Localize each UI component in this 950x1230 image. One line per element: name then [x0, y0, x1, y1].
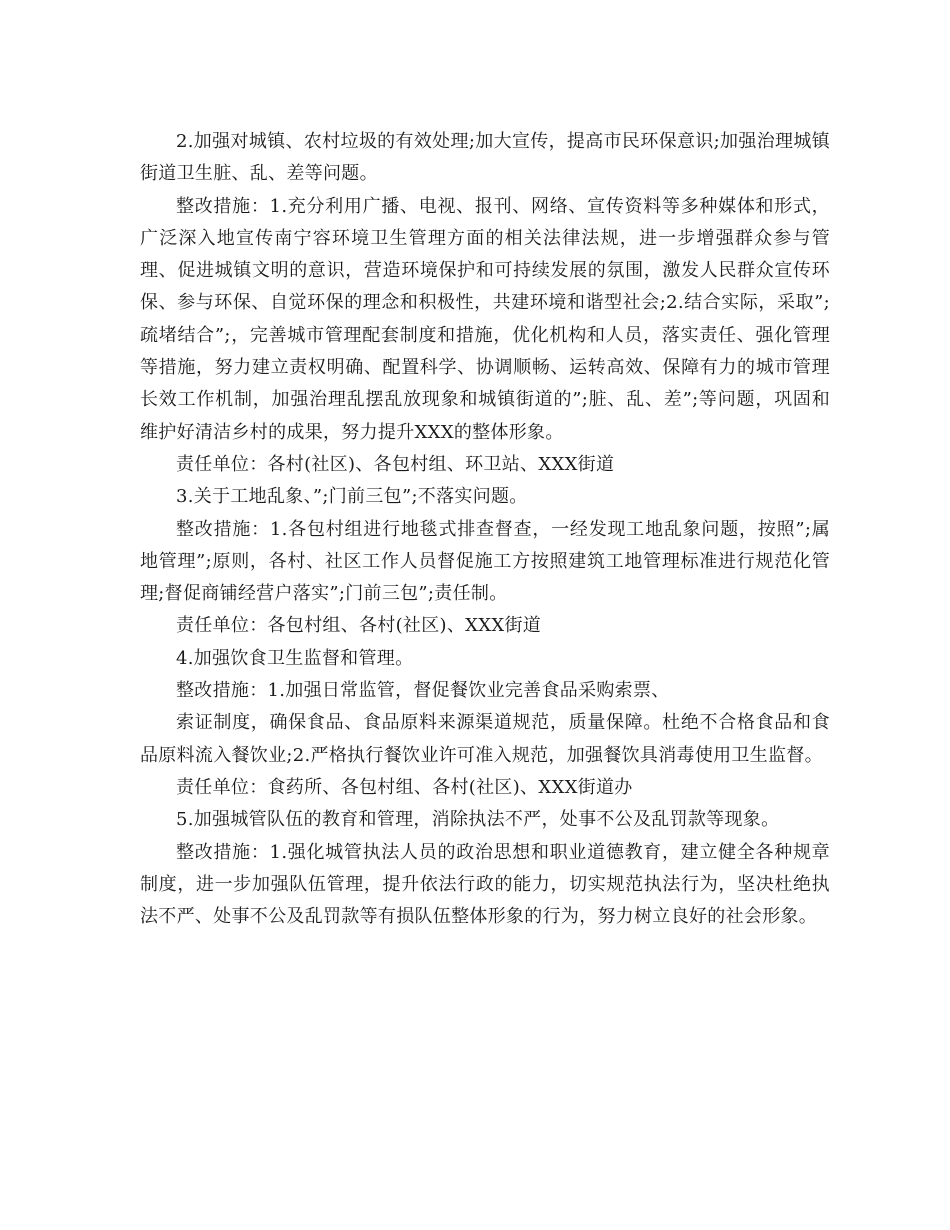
paragraph-measures-4-part-1: 整改措施：1.加强日常监管，督促餐饮业完善食品采购索票、	[176, 680, 670, 702]
paragraph-measures-2: 整改措施：1.充分利用广播、电视、报刊、网络、宣传资料等多种媒体和形式，广泛深入地宣传南宁容环境卫生管理方面的相关法律法规，进一步增强群众参与管理、促进城镇文明的意识，营造环境保护和可持续发展的氛围，激发人民群众宣传环保、参与环保、自觉环保的理念和积极性，共建环境和谐型社会;2.结合实际，采取”;疏堵结合”;，完善城市管理配套制度和措施，优化机构和人员，落实责任、强化管理等措施，努力建立责权明确、配置科学、协调顺畅、运转高效、保障有力的城市管理长效工作机制，加强治理乱摆乱放现象和城镇街道的”;脏、乱、差”;等问题，巩固和维护好清洁乡村的成果，努力提升XXX的整体形象。	[140, 195, 830, 443]
paragraph-item-5-heading: 5.加强城管队伍的教育和管理，消除执法不严，处事不公及乱罚款等现象。	[176, 809, 780, 831]
paragraph-item-3-heading: 3.关于工地乱象、”;门前三包”;不落实问题。	[176, 486, 528, 508]
paragraph-measures-3: 整改措施：1.各包村组进行地毯式排查督查，一经发现工地乱象问题，按照”;属地管理”;原则，各村、社区工作人员督促施工方按照建筑工地管理标准进行规范化管理;督促商铺经营户落实”;门前三包”;责任制。	[140, 518, 830, 605]
paragraph-measures-4-part-2: 索证制度，确保食品、食品原料来源渠道规范，质量保障。杜绝不合格食品和食品原料流入餐饮业;2.严格执行餐饮业许可准入规范，加强餐饮具消毒使用卫生监督。	[140, 712, 830, 766]
paragraph-responsible-3: 责任单位：各包村组、各村(社区)、XXX街道	[176, 615, 542, 637]
document-body	[140, 126, 830, 933]
paragraph-item-2-heading: 2.加强对城镇、农村垃圾的有效处理;加大宣传，提高市民环保意识;加强治理城镇街道卫生脏、乱、差等问题。	[140, 131, 830, 185]
paragraph-responsible-4: 责任单位：食药所、各包村组、各村(社区)、XXX街道办	[176, 776, 633, 798]
paragraph-responsible-2: 责任单位：各村(社区)、各包村组、环卫站、XXX街道	[176, 453, 615, 475]
paragraph-item-4-heading: 4.加强饮食卫生监督和管理。	[176, 647, 414, 669]
paragraph-measures-5: 整改措施：1.强化城管执法人员的政治思想和职业道德教育，建立健全各种规章制度，进一步加强队伍管理，提升依法行政的能力，切实规范执法行为，坚决杜绝执法不严、处事不公及乱罚款等有损队伍整体形象的行为，努力树立良好的社会形象。	[140, 841, 830, 928]
